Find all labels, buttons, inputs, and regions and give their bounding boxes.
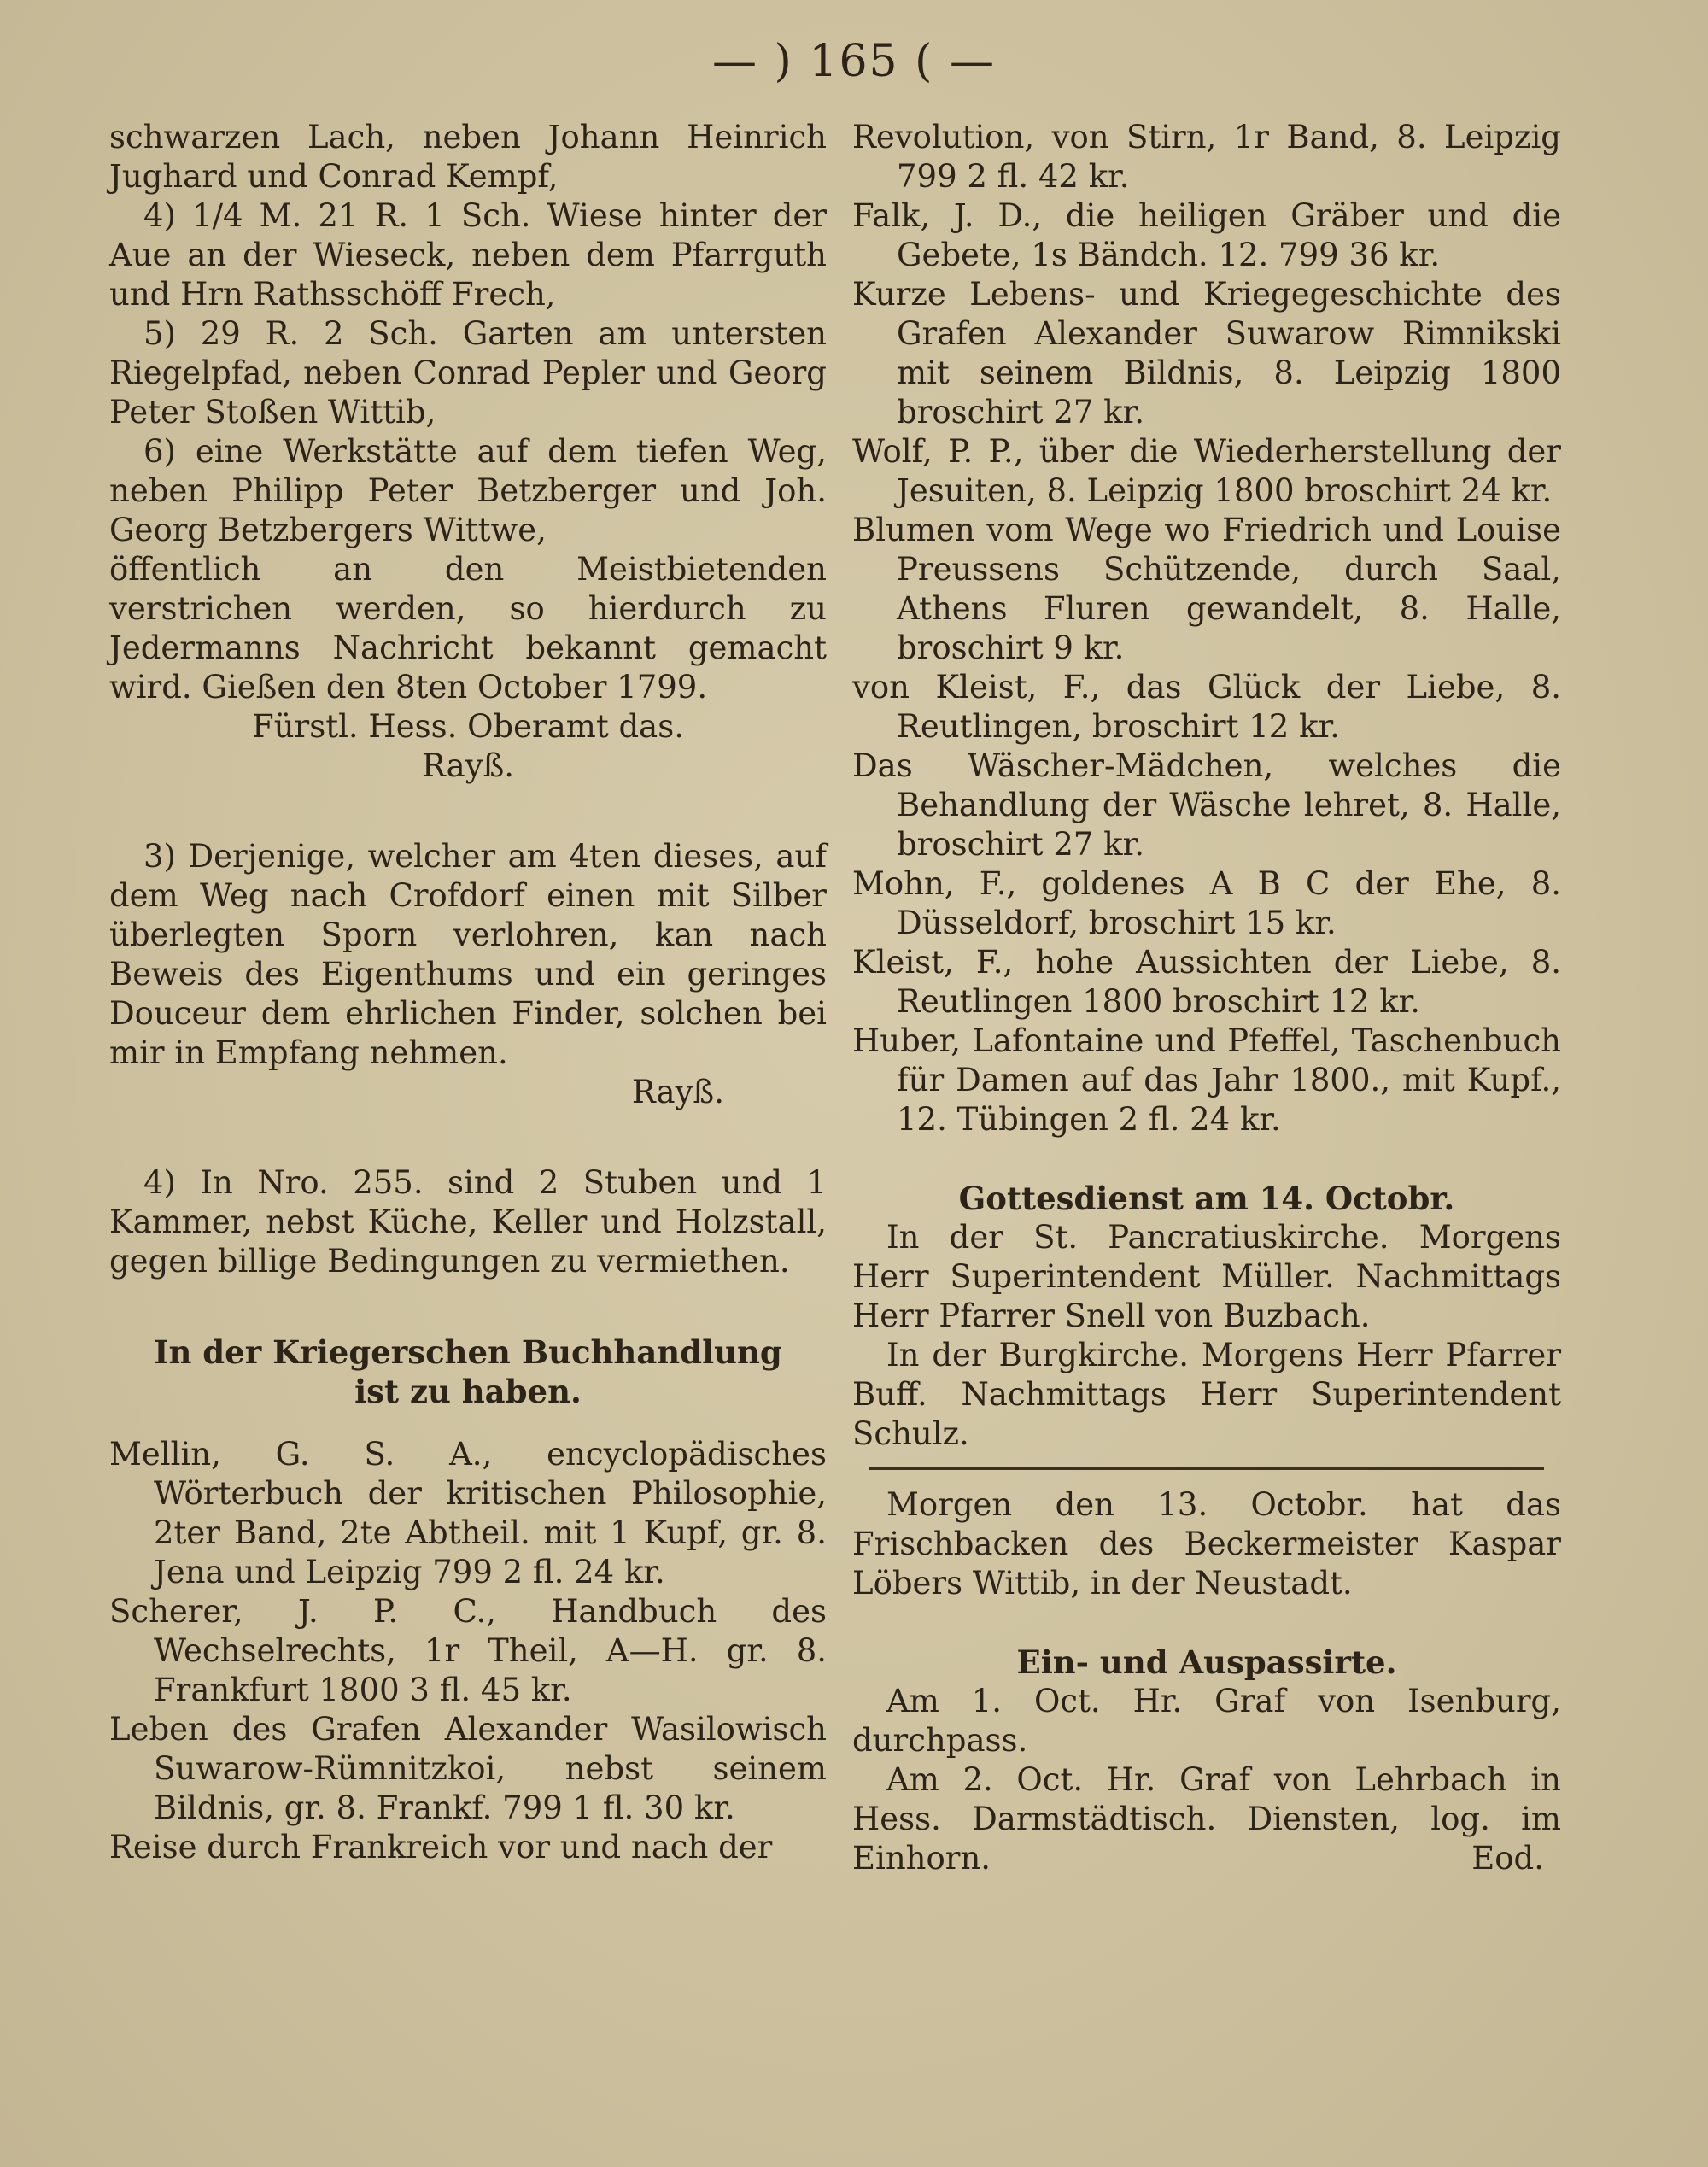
book-entry: Huber, Lafontaine und Pfeffel, Taschenbuch für Damen auf das Jahr 1800., mit Kupf., 12. Tübingen 2 fl. 24 kr. [852,1022,1561,1138]
baking-notice: Morgen den 13. Octobr. hat das Frischbacken des Beckermeister Kaspar Löbers Wittib, in der Neustadt. [852,1486,1561,1602]
traveller-entry: Am 1. Oct. Hr. Graf von Isenburg, durchpass. [852,1683,1561,1759]
auction-office: Fürstl. Hess. Oberamt das. [252,708,684,745]
book-entry: Mohn, F., goldenes A B C der Ehe, 8. Düsseldorf, broschirt 15 kr. [852,865,1561,941]
church-service-heading: Gottesdienst am 14. Octobr. [958,1180,1455,1217]
page-number: — ) 165 ( — [712,36,996,87]
book-entry: Das Wäscher-Mädchen, welches die Behandlung der Wäsche lehret, 8. Halle, broschirt 27 kr. [852,747,1561,863]
book-entry: Reise durch Frankreich vor und nach der [109,1829,773,1865]
church-service-burgkirche: In der Burgkirche. Morgens Herr Pfarrer Buff. Nachmittags Herr Superintendent Schulz. [852,1337,1561,1452]
book-entry: Kleist, F., hohe Aussichten der Liebe, 8. Reutlingen 1800 broschirt 12 kr. [852,944,1561,1020]
auction-item: 4) 1/4 M. 21 R. 1 Sch. Wiese hinter der Aue an der Wieseck, neben dem Pfarrguth und Hrn Rathsschöff Frech, [109,197,827,313]
section-divider [869,1467,1544,1470]
notice-lost-spur: 3) Derjenige, welcher am 4ten dieses, auf dem Weg nach Crofdorf einen mit Silber überlegten Sporn verlohren, kan nach Beweis des Eigenthums und ein geringes Douceur dem ehrlichen Finder, solchen bei mir in Empfang nehmen. [109,838,827,1071]
book-entry: von Kleist, F., das Glück der Liebe, 8. Reutlingen, broschirt 12 kr. [852,669,1561,745]
book-entry: Falk, J. D., die heiligen Gräber und die Gebete, 1s Bändch. 12. 799 36 kr. [852,197,1561,273]
left-column [109,118,827,1867]
book-entry: Scherer, J. P. C., Handbuch des Wechselrechts, 1r Theil, A—H. gr. 8. Frankfurt 1800 3 fl. 45 kr. [109,1593,827,1708]
traveller-entry: Am 2. Oct. Hr. Graf von Lehrbach in Hess. Darmstädtisch. Diensten, log. im Einhorn. [852,1761,1561,1877]
auction-closing: öffentlich an den Meistbietenden verstrichen werden, so hierdurch zu Jedermanns Nachricht bekannt gemacht wird. Gießen den 8ten October 1799. [109,551,827,706]
book-entry: Leben des Grafen Alexander Wasilowisch Suwarow-Rümnitzkoi, nebst seinem Bildnis, gr. 8. Frankf. 799 1 fl. 30 kr. [109,1711,827,1826]
notice-rooms-for-rent: 4) In Nro. 255. sind 2 Stuben und 1 Kammer, nebst Küche, Keller und Holzstall, gegen billige Bedingungen zu vermiethen. [109,1164,827,1280]
bookshop-subheading: ist zu haben. [354,1373,582,1410]
auction-item: 6) eine Werkstätte auf dem tiefen Weg, neben Philipp Peter Betzberger und Joh. Georg Betzbergers Wittwe, [109,433,827,548]
book-entry: Kurze Lebens- und Kriegegeschichte des Grafen Alexander Suwarow Rimnikski mit seinem Bildnis, 8. Leipzig 1800 broschirt 27 kr. [852,276,1561,430]
book-entry: Blumen vom Wege wo Friedrich und Louise Preussens Schützende, durch Saal, Athens Fluren gewandelt, 8. Halle, broschirt 9 kr. [852,512,1561,666]
bookshop-heading: In der Kriegerschen Buchhandlung [154,1333,782,1371]
auction-signature: Rayß. [421,747,515,784]
book-entry: Wolf, P. P., über die Wiederherstellung der Jesuiten, 8. Leipzig 1800 broschirt 24 kr. [852,433,1561,509]
church-service-pancratius: In der St. Pancratiuskirche. Morgens Herr Superintendent Müller. Nachmittags Herr Pfarrer Snell von Buzbach. [852,1219,1561,1334]
book-entry: Revolution, von Stirn, 1r Band, 8. Leipzig 799 2 fl. 42 kr. [852,119,1561,195]
book-entry: Mellin, G. S. A., encyclopädisches Wörterbuch der kritischen Philosophie, 2ter Band, 2te Abtheil. mit 1 Kupf, gr. 8. Jena und Leipzig 799 2 fl. 24 kr. [109,1436,827,1590]
right-column [852,118,1561,1878]
auction-item: 5) 29 R. 2 Sch. Garten am untersten Riegelpfad, neben Conrad Pepler und Georg Peter Stoßen Wittib, [109,315,827,430]
auction-item: schwarzen Lach, neben Johann Heinrich Jughard und Conrad Kempf, [109,119,827,195]
notice-lost-spur-signature: Rayß. [631,1074,724,1110]
travellers-heading: Ein- und Auspassirte. [1016,1643,1397,1681]
travellers-signature: Eod. [1471,1840,1544,1877]
